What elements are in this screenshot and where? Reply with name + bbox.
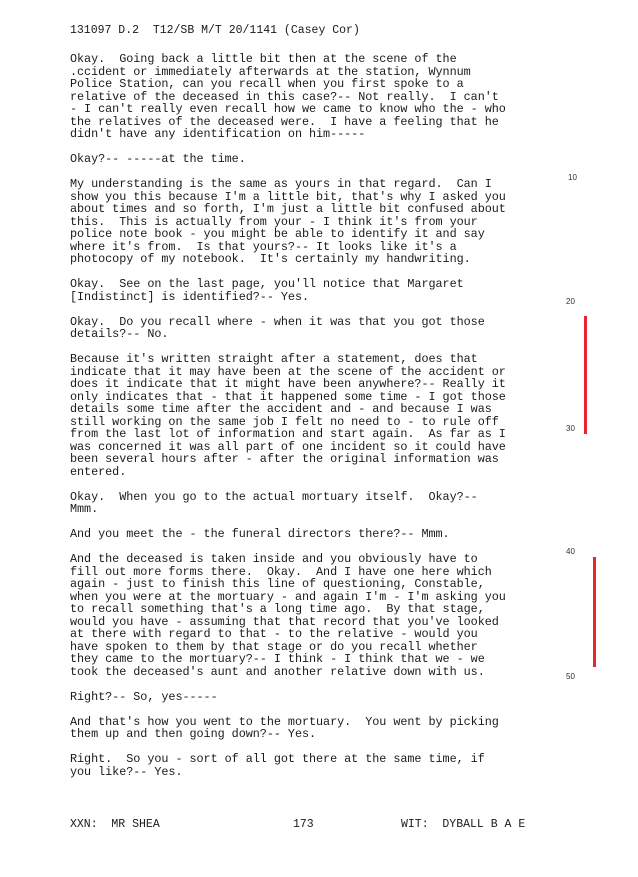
transcript-paragraph: Because it's written straight after a statement, does that indicate that it may have been at the scene of the accident or does it indicate that it might have been anywhere?-- Really it only indicates that - that it happened some time - I got those details some time after the accident and - and because I was still working on the same job I felt no need to - to rule off from the last lot of information and start again. As far as I was concerned it was all part of one incident so it could have been several hours after - after the original information was entered. — [70, 352, 506, 479]
line-number: 30 — [566, 424, 575, 433]
line-number: 50 — [566, 672, 575, 681]
transcript-paragraph: Okay?-- -----at the time. — [70, 152, 246, 166]
transcript-paragraph: Okay. Do you recall where - when it was that you got those details?-- No. — [70, 314, 485, 341]
transcript-paragraph: And that's how you went to the mortuary. You went by picking them up and then going down?-- Yes. — [70, 714, 499, 741]
page-header: 131097 D.2 T12/SB M/T 20/1141 (Casey Cor) — [70, 24, 360, 37]
line-number: 20 — [566, 297, 575, 306]
margin-highlight-bar — [584, 316, 587, 434]
margin-highlight-bar — [593, 557, 596, 667]
transcript-paragraph: Okay. When you go to the actual mortuary itself. Okay?-- Mmm. — [70, 489, 478, 516]
transcript-paragraph: Okay. Going back a little bit then at the scene of the .ccident or immediately afterwards at the station, Wynnum Police Station, can you recall when you first spoke to a relative of the deceased in this case?-- Not really. I can't - I can't really even recall how we came to know who the - who the relatives of the deceased were. I have a feeling that he didn't have any identification on him----- — [70, 52, 506, 141]
transcript-body — [70, 53, 555, 778]
transcript-paragraph: And the deceased is taken inside and you obviously have to fill out more forms there. Okay. And I have one here which again - just to finish this line of questioning, Constable, when you were at the mortuary - and again I'm - I'm asking you to recall something that's a long time ago. By that stage, would you have - assuming that that record that you've looked at there with regard to that - to the relative - would you have spoken to them by that stage or do you recall whether they came to the mortuary?-- I think - I think that we - we took the deceased's aunt and another relative down with us. — [70, 552, 506, 679]
transcript-paragraph: Right. So you - sort of all got there at the same time, if you like?-- Yes. — [70, 752, 485, 779]
transcript-paragraph: Okay. See on the last page, you'll notice that Margaret [Indistinct] is identified?-- Yes. — [70, 277, 464, 304]
transcript-paragraph: And you meet the - the funeral directors there?-- Mmm. — [70, 527, 450, 541]
transcript-paragraph: My understanding is the same as yours in that regard. Can I show you this because I'm a little bit, that's why I asked you about times and so forth, I'm just a little bit confused about this. This is actually from your - I think it's from your police note book - you might be able to identify it and say where it's from. Is that yours?-- It looks like it's a photocopy of my notebook. It's certainly my handwriting. — [70, 177, 506, 266]
transcript-paragraph: Right?-- So, yes----- — [70, 689, 218, 704]
line-number: 10 — [568, 173, 577, 182]
footer-page-number: 173 — [293, 818, 314, 831]
footer-witness: WIT: DYBALL B A E — [401, 818, 526, 831]
footer-examiner: XXN: MR SHEA — [70, 818, 160, 831]
line-number: 40 — [566, 547, 575, 556]
